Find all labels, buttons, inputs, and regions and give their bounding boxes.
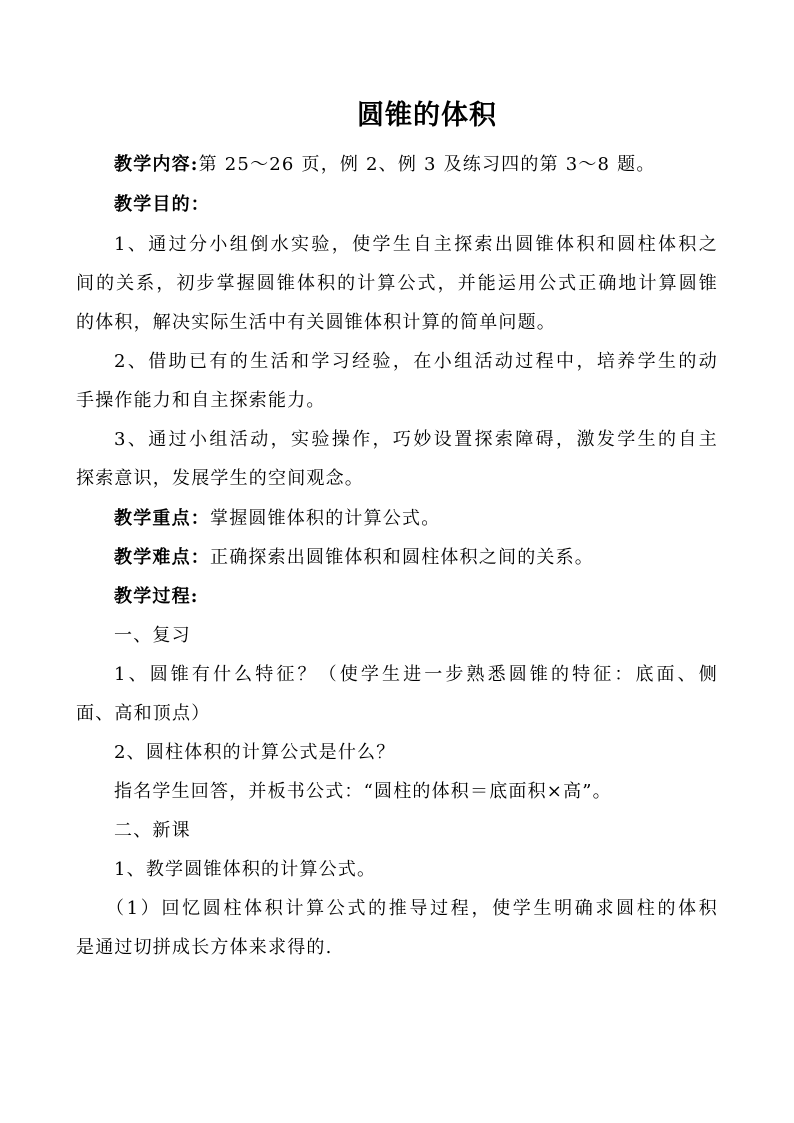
page-title: 圆锥的体积 <box>357 100 497 131</box>
difficulty-text: 正确探索出圆锥体积和圆柱体积之间的关系。 <box>210 547 594 568</box>
teaching-content <box>114 153 718 177</box>
key-point-label: 教学重点： <box>114 508 210 529</box>
objective-3-line-1: 3、通过小组活动，实验操作，巧妙设置探索障碍，激发学生的自主 <box>114 429 718 450</box>
objective-3-line-2: 探索意识，发展学生的空间观念。 <box>76 468 364 489</box>
difficulty-label: 教学难点： <box>114 547 210 568</box>
objectives-heading: 教学目的： <box>114 194 210 215</box>
objective-2-line-1: 2、借助已有的生活和学习经验，在小组活动过程中，培养学生的动 <box>114 351 718 372</box>
review-2: 2、圆柱体积的计算公式是什么？ <box>114 742 396 763</box>
process-heading: 教学过程: <box>114 586 199 607</box>
key-point-text: 掌握圆锥体积的计算公式。 <box>210 508 441 529</box>
difficulty <box>114 546 718 570</box>
review-1-line-1: 1、圆锥有什么特征？（使学生进一步熟悉圆锥的特征：底面、侧 <box>114 664 718 685</box>
section-1-heading: 一、复习 <box>114 625 191 646</box>
objective-1-line-1: 1、通过分小组倒水实验，使学生自主探索出圆锥体积和圆柱体积之 <box>114 234 718 255</box>
objective-1-line-3: 的体积，解决实际生活中有关圆锥体积计算的简单问题。 <box>76 312 556 333</box>
review-1-line-2: 面、高和顶点） <box>76 703 211 724</box>
key-point <box>114 507 718 531</box>
new-lesson-1-sub-1-line-2: 是通过切拼成长方体来求得的. <box>76 937 333 958</box>
section-2-heading: 二、新课 <box>114 820 191 841</box>
new-lesson-1: 1、教学圆锥体积的计算公式。 <box>114 859 377 880</box>
new-lesson-1-sub-1-line-1: （1）回忆圆柱体积计算公式的推导过程，使学生明确求圆柱的体积 <box>106 898 718 919</box>
review-2-answer: 指名学生回答，并板书公式：“圆柱的体积＝底面积×高”。 <box>114 781 612 802</box>
objective-2-line-2: 手操作能力和自主探索能力。 <box>76 390 326 411</box>
objective-1-line-2: 间的关系，初步掌握圆锥体积的计算公式，并能运用公式正确地计算圆锥 <box>76 273 718 294</box>
teaching-content-text: 第 25～26 页，例 2、例 3 及练习四的第 3～8 题。 <box>198 154 656 175</box>
teaching-content-label: 教学内容: <box>114 154 199 175</box>
